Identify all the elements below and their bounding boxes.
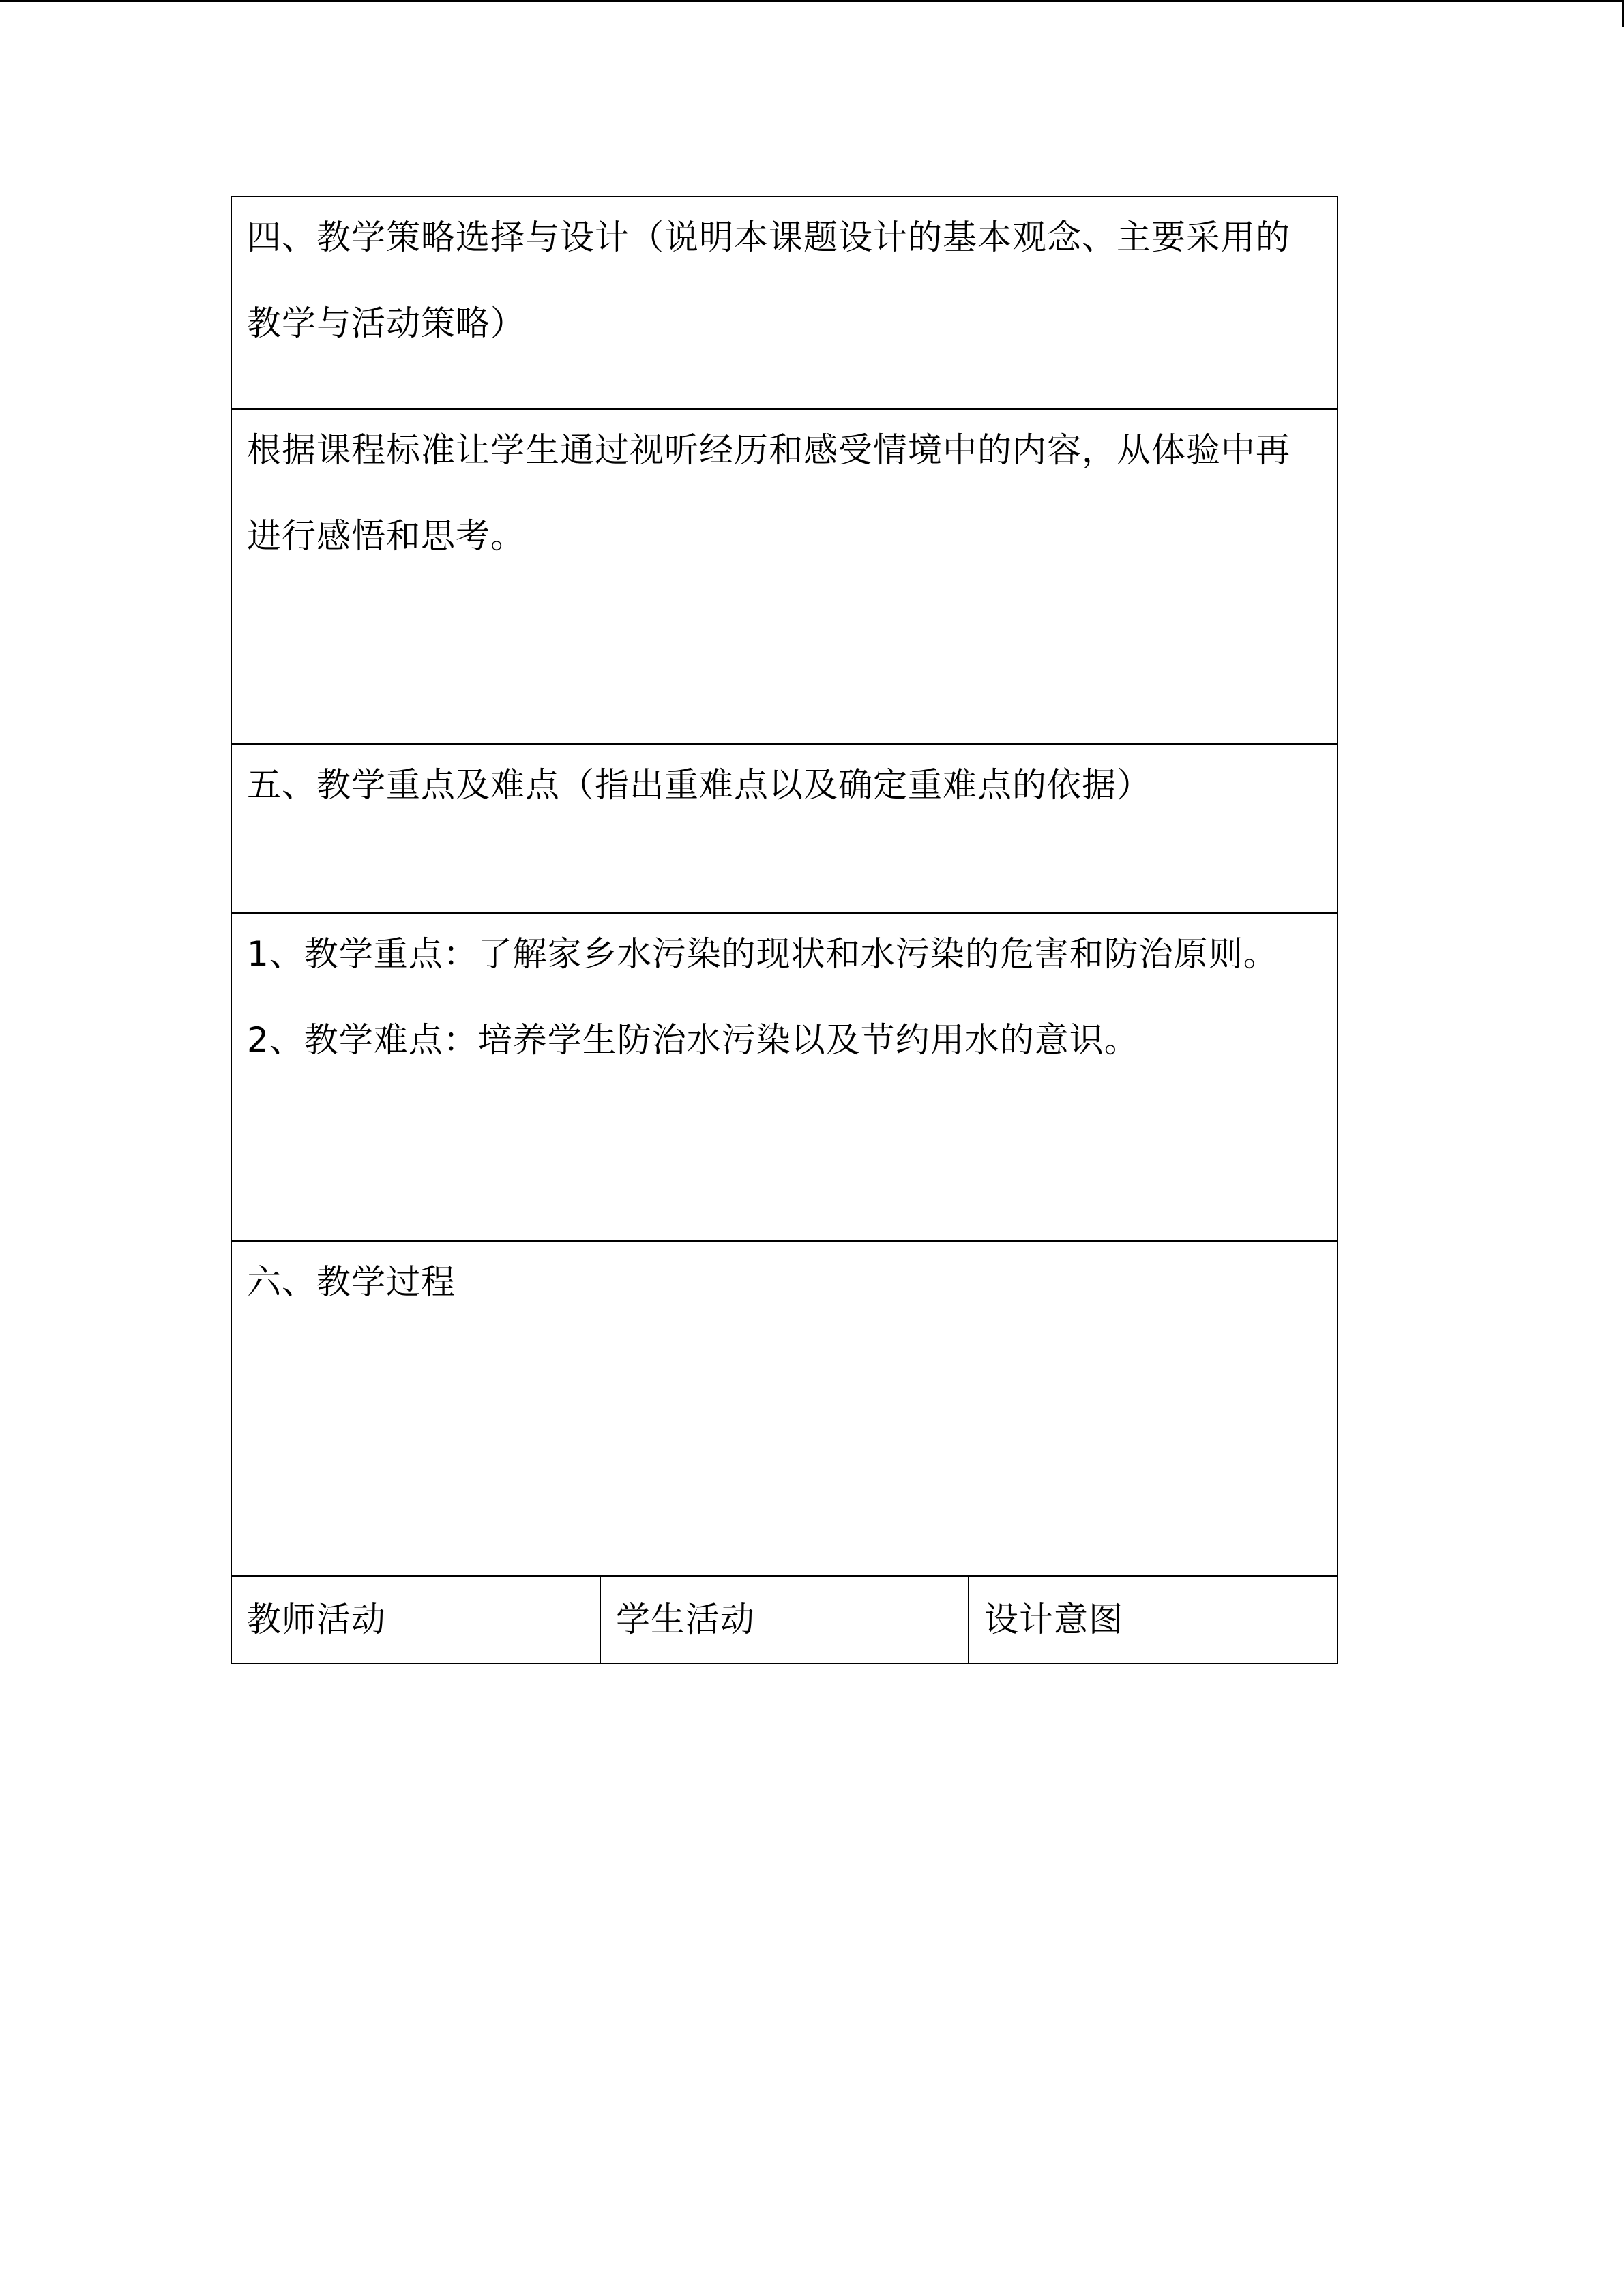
key-points-body-cell (231, 913, 1338, 1241)
strategy-heading-row (231, 196, 1338, 409)
column-header-student: 学生活动 (600, 1576, 969, 1663)
key-points-heading-row (231, 744, 1338, 913)
key-point-item: 1、教学重点：了解家乡水污染的现状和水污染的危害和防治原则。 (247, 934, 1278, 974)
key-points-heading: 五、教学重点及难点（指出重难点以及确定重难点的依据） (247, 765, 1151, 805)
column-header-teacher: 教师活动 (231, 1576, 600, 1663)
difficulty-point-item: 2、教学难点：培养学生防治水污染以及节约用水的意识。 (247, 1020, 1139, 1060)
process-heading-cell (231, 1241, 1338, 1576)
process-columns-row (231, 1576, 1338, 1663)
key-points-body-row (231, 913, 1338, 1241)
key-points-heading-cell (231, 744, 1338, 913)
process-heading: 六、教学过程 (247, 1262, 456, 1302)
strategy-heading-cell (231, 196, 1338, 409)
column-header-intent: 设计意图 (969, 1576, 1338, 1663)
strategy-body-text: 根据课程标准让学生通过视听经历和感受情境中的内容，从体验中再进行感悟和思考。 (247, 430, 1290, 556)
strategy-body-row (231, 409, 1338, 744)
strategy-body-cell (231, 409, 1338, 744)
lesson-plan-table (231, 196, 1338, 1664)
page-top-border (0, 0, 1624, 2)
process-heading-row (231, 1241, 1338, 1576)
strategy-heading: 四、教学策略选择与设计（说明本课题设计的基本观念、主要采用的教学与活动策略） (247, 218, 1290, 343)
